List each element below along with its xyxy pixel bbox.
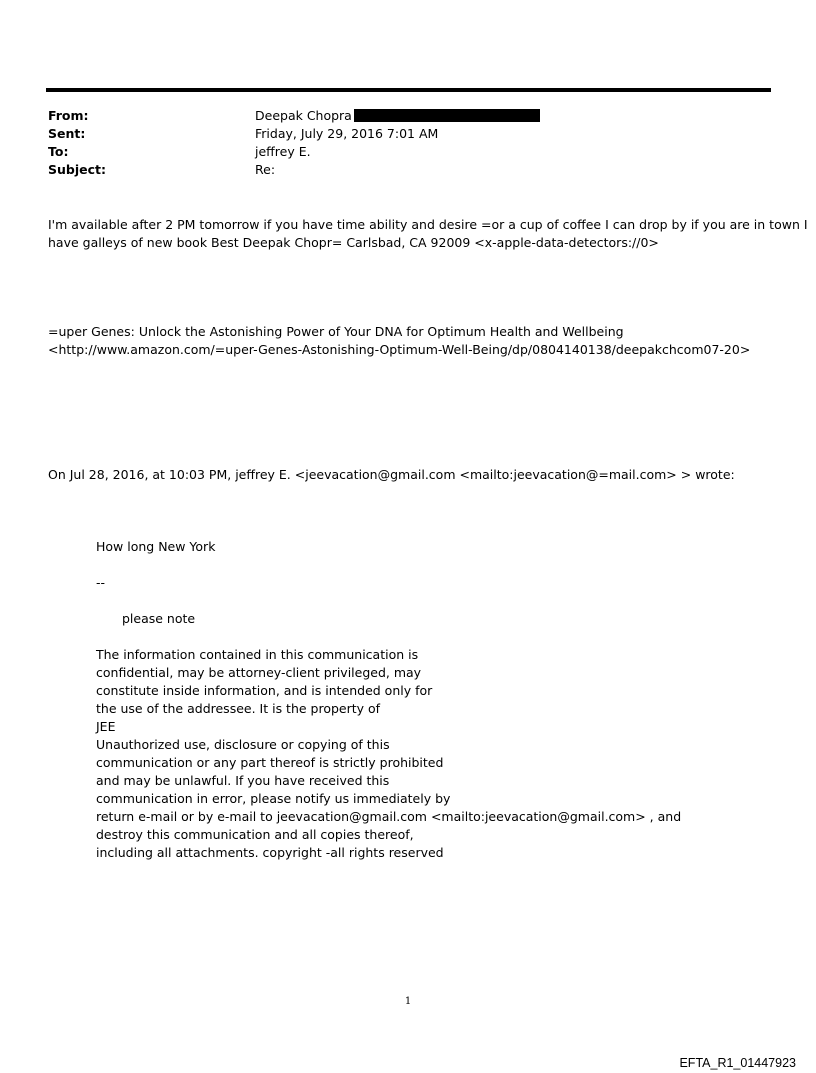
disclaimer-line: confidential, may be attorney-client privileged, may (96, 665, 422, 680)
document-id: EFTA_R1_01447923 (679, 1056, 796, 1070)
disclaimer-line: communication in error, please notify us immediately by (96, 791, 451, 806)
disclaimer-line: return e-mail or by e-mail to jeevacation@gmail.com <mailto:jeevacation@gmail.com> , and (96, 809, 682, 824)
disclaimer-line: the use of the addressee. It is the property of (96, 701, 381, 716)
redaction-block (354, 109, 540, 122)
body-paragraph-2 (48, 323, 750, 359)
body-link-line: <http://www.amazon.com/=uper-Genes-Astonishing-Optimum-Well-Being/dp/0804140138/deepakchcom07-20> (48, 342, 751, 357)
please-note: please note (122, 611, 196, 626)
quoted-message: How long New York (96, 539, 216, 554)
from-label: From: (48, 108, 89, 123)
quote-intro: On Jul 28, 2016, at 10:03 PM, jeffrey E. <jeevacation@gmail.com <mailto:jeevacation@=mail.com> > wrote: (48, 467, 735, 482)
subject-value: Re: (255, 162, 276, 177)
to-value: jeffrey E. (255, 144, 311, 159)
subject-label: Subject: (48, 162, 106, 177)
disclaimer-line: The information contained in this communication is (96, 647, 419, 662)
disclaimer-line: Unauthorized use, disclosure or copying of this (96, 737, 390, 752)
disclaimer-line: destroy this communication and all copies thereof, (96, 827, 414, 842)
from-name: Deepak Chopra (255, 108, 352, 123)
disclaimer-line: communication or any part thereof is strictly prohibited (96, 755, 444, 770)
disclaimer-block (96, 646, 681, 862)
header-divider (46, 88, 771, 92)
sent-value: Friday, July 29, 2016 7:01 AM (255, 126, 439, 141)
page-number: 1 (404, 996, 412, 1007)
sent-label: Sent: (48, 126, 86, 141)
body-line: =uper Genes: Unlock the Astonishing Power of Your DNA for Optimum Health and Wellbeing (48, 324, 624, 339)
disclaimer-line: and may be unlawful. If you have received this (96, 773, 390, 788)
disclaimer-line: JEE (96, 719, 116, 734)
disclaimer-line: including all attachments. copyright -all rights reserved (96, 845, 444, 860)
body-paragraph-1 (48, 216, 808, 252)
disclaimer-line: constitute inside information, and is intended only for (96, 683, 433, 698)
body-line: I'm available after 2 PM tomorrow if you have time ability and desire =or a cup of coffee I can drop by if you are in town I (48, 217, 808, 232)
body-line: have galleys of new book Best Deepak Chopr= Carlsbad, CA 92009 <x-apple-data-detectors://0> (48, 235, 659, 250)
from-value (255, 107, 540, 125)
to-label: To: (48, 144, 69, 159)
signature-separator: -- (96, 575, 106, 590)
